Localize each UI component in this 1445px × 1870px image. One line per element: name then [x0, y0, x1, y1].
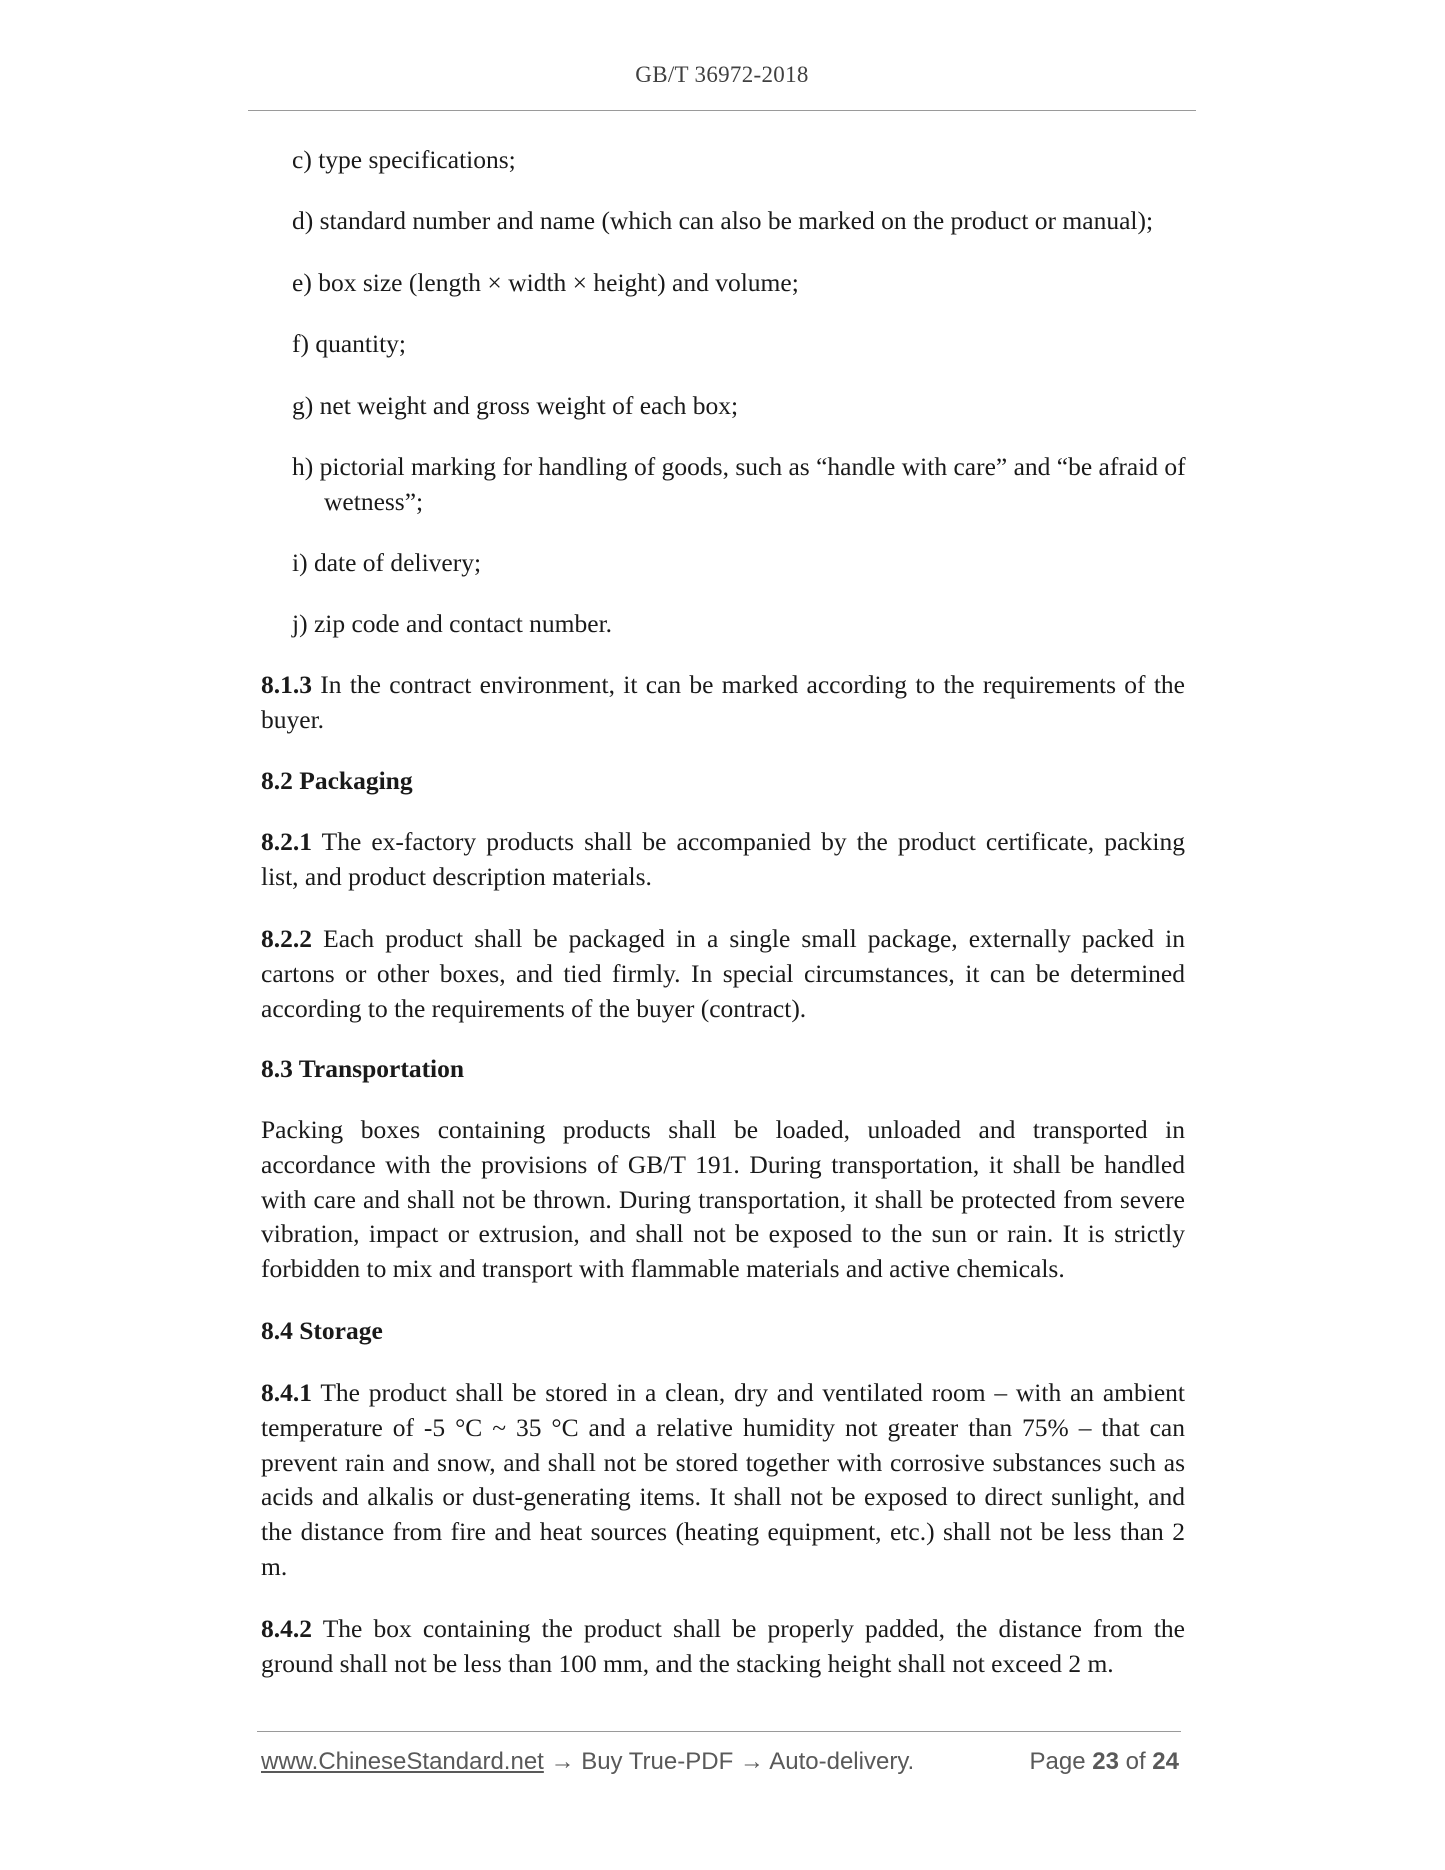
heading-storage: 8.4 Storage: [261, 1316, 383, 1345]
page-indicator: Page 23 of 24: [1029, 1748, 1179, 1775]
auto-delivery-text: Auto-delivery.: [769, 1748, 915, 1775]
clause-number: 8.4.1: [261, 1378, 312, 1407]
header-divider: [248, 110, 1196, 111]
page-footer: [261, 1748, 1179, 1776]
list-item-e: e) box size (length × width × height) and volume;: [292, 268, 799, 297]
clause-8-4-2: 8.4.2 The box containing the product shall be properly padded, the distance from the ground shall not be less than 100 mm, and the stacking height shall not exceed 2 m.: [261, 1614, 1185, 1678]
list-item-i: i) date of delivery;: [292, 548, 482, 577]
site-link[interactable]: www.ChineseStandard.net: [261, 1748, 544, 1775]
buy-pdf-text: Buy True-PDF: [581, 1748, 734, 1775]
list-item-g: g) net weight and gross weight of each box;: [292, 391, 739, 420]
clause-number: 8.2.2: [261, 924, 312, 953]
footer-divider: [257, 1731, 1181, 1732]
clause-8-1-3: 8.1.3 In the contract environment, it can be marked according to the requirements of the buyer.: [261, 670, 1185, 734]
clause-number: 8.1.3: [261, 670, 312, 699]
arrow-right-icon: →: [550, 1748, 575, 1775]
list-item-f: f) quantity;: [292, 329, 407, 358]
arrow-right-icon: →: [739, 1748, 764, 1775]
clause-number: 8.4.2: [261, 1614, 312, 1643]
clause-8-4-1: 8.4.1 The product shall be stored in a clean, dry and ventilated room – with an ambient temperature of -5 °C ~ 35 °C and a relative humidity not greater than 75% – that can prevent rain and snow, and shall not be stored together with corrosive substances such as acids and alkalis or dust-generating items. It shall not be exposed to direct sunlight, and the distance from fire and heat sources (heating equipment, etc.) shall not be less than 2 m.: [261, 1378, 1185, 1581]
paragraph-transportation: Packing boxes containing products shall be loaded, unloaded and transported in accordance with the provisions of GB/T 191. During transportation, it shall be handled with care and shall not be thrown. During transportation, it shall be protected from severe vibration, impact or extrusion, and shall not be exposed to the sun or rain. It is strictly forbidden to mix and transport with flammable materials and active chemicals.: [261, 1115, 1185, 1284]
heading-packaging: 8.2 Packaging: [261, 766, 413, 795]
list-item-d: d) standard number and name (which can also be marked on the product or manual);: [292, 206, 1154, 235]
current-page: 23: [1092, 1748, 1119, 1775]
total-pages: 24: [1152, 1748, 1179, 1775]
list-item-h: h) pictorial marking for handling of goods, such as “handle with care” and “be afraid of wetness”;: [292, 452, 1186, 516]
clause-8-2-2: 8.2.2 Each product shall be packaged in a single small package, externally packed in cartons or other boxes, and tied firmly. In special circumstances, it can be determined according to the requirements of the buyer (contract).: [261, 924, 1186, 1023]
heading-transportation: 8.3 Transportation: [261, 1054, 465, 1083]
clause-number: 8.2.1: [261, 827, 312, 856]
running-header: GB/T 36972-2018: [635, 62, 809, 87]
clause-8-2-1: 8.2.1 The ex-factory products shall be accompanied by the product certificate, packing list, and product description materials.: [261, 827, 1185, 891]
list-item-c: c) type specifications;: [292, 145, 516, 174]
list-item-j: j) zip code and contact number.: [292, 609, 613, 638]
